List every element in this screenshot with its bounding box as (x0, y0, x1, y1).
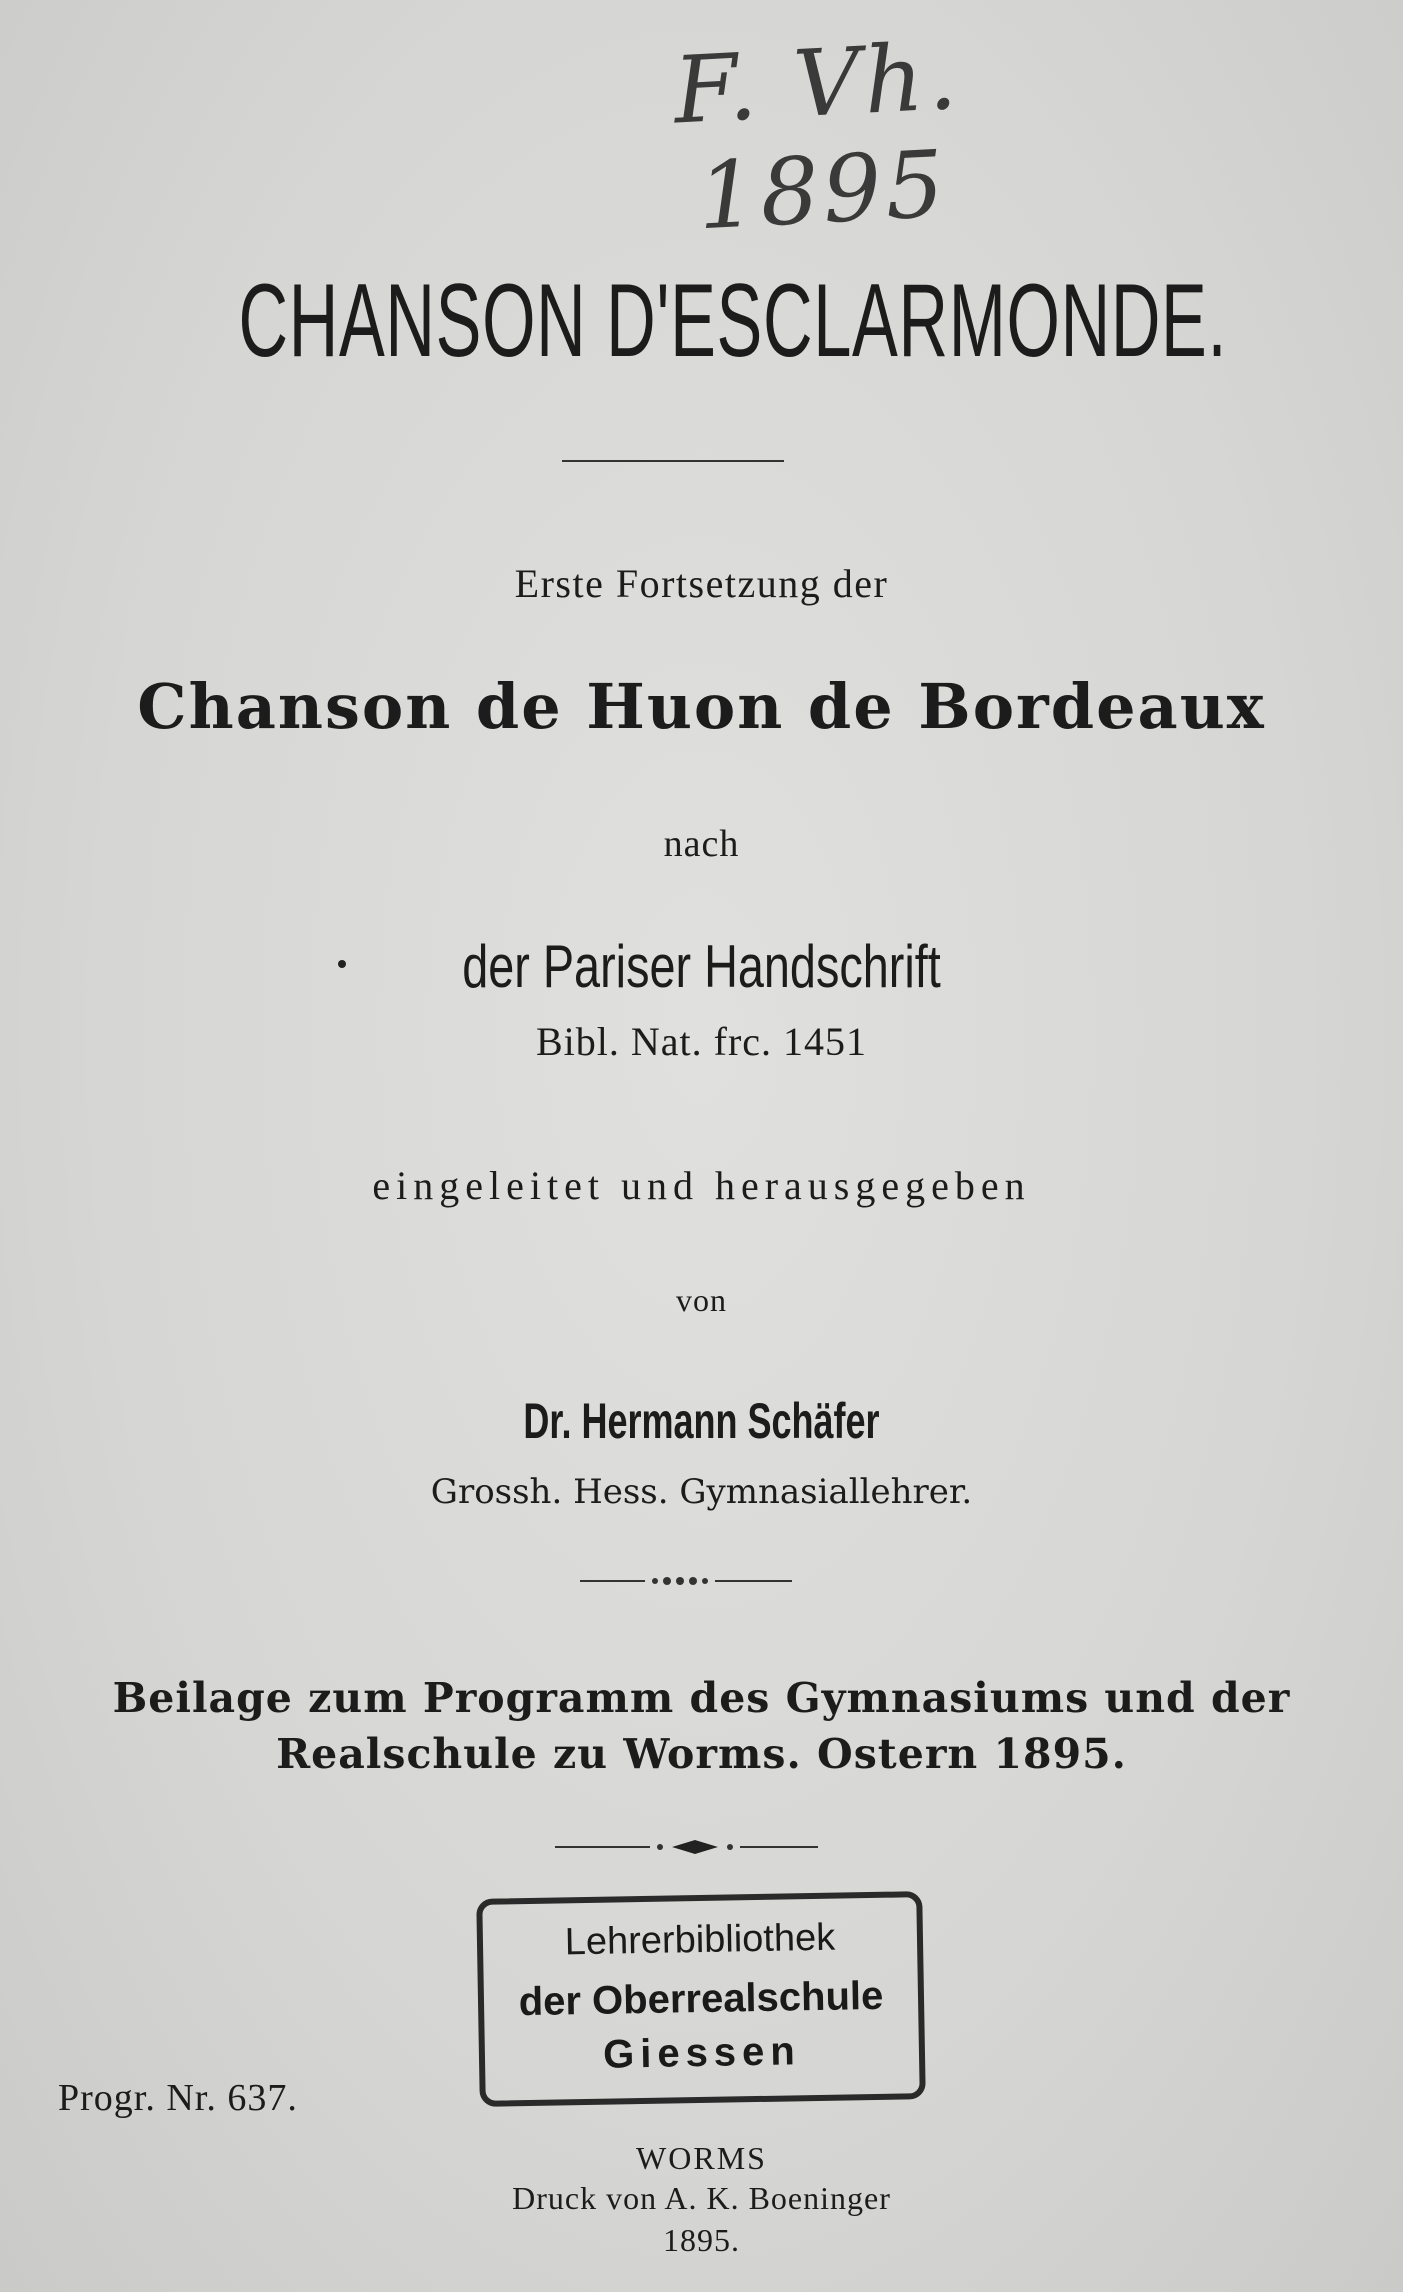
preposition-von: von (676, 1282, 727, 1318)
preposition-nach: nach (663, 823, 740, 865)
imprint-printer: Druck von A. K. Boeninger (512, 2180, 891, 2216)
imprint-place: WORMS (636, 2140, 767, 2176)
ornament-divider-2 (0, 1832, 1403, 1862)
shelfmark: Bibl. Nat. frc. 1451 (535, 1019, 868, 1064)
title-divider (562, 460, 784, 462)
page-title: CHANSON D'ESCLARMONDE. (238, 263, 1228, 379)
imprint-year: 1895. (663, 2222, 740, 2258)
edited-line: eingeleitet und herausgegeben (372, 1163, 1031, 1208)
continuation-line: Erste Fortsetzung der (514, 561, 889, 606)
handwritten-shelf-note (560, 20, 1080, 251)
source-manuscript: der Pariser Handschrift (462, 933, 941, 1000)
supplement-note (0, 1670, 1403, 1782)
author-position: Grossh. Hess. Gymnasiallehrer. (430, 1472, 973, 1512)
handwritten-note-text: F. Vh. 1895 (671, 22, 964, 251)
supplement-line-1: Beilage zum Programm des Gymnasiums und der (112, 1674, 1291, 1722)
author-name: Dr. Hermann Schäfer (523, 1393, 880, 1449)
stamp-line-2: der Oberrealschule (518, 1973, 884, 2025)
work-title: Chanson de Huon de Bordeaux (137, 670, 1266, 743)
program-number: Progr. Nr. 637. (58, 2077, 298, 2119)
library-stamp (476, 1891, 926, 2107)
ornament-divider-1 (0, 1566, 1403, 1596)
supplement-line-2: Realschule zu Worms. Ostern 1895. (276, 1730, 1127, 1778)
stamp-line-3: Giessen (602, 2029, 802, 2077)
stamp-line-1: Lehrerbibliothek (564, 1916, 836, 1964)
